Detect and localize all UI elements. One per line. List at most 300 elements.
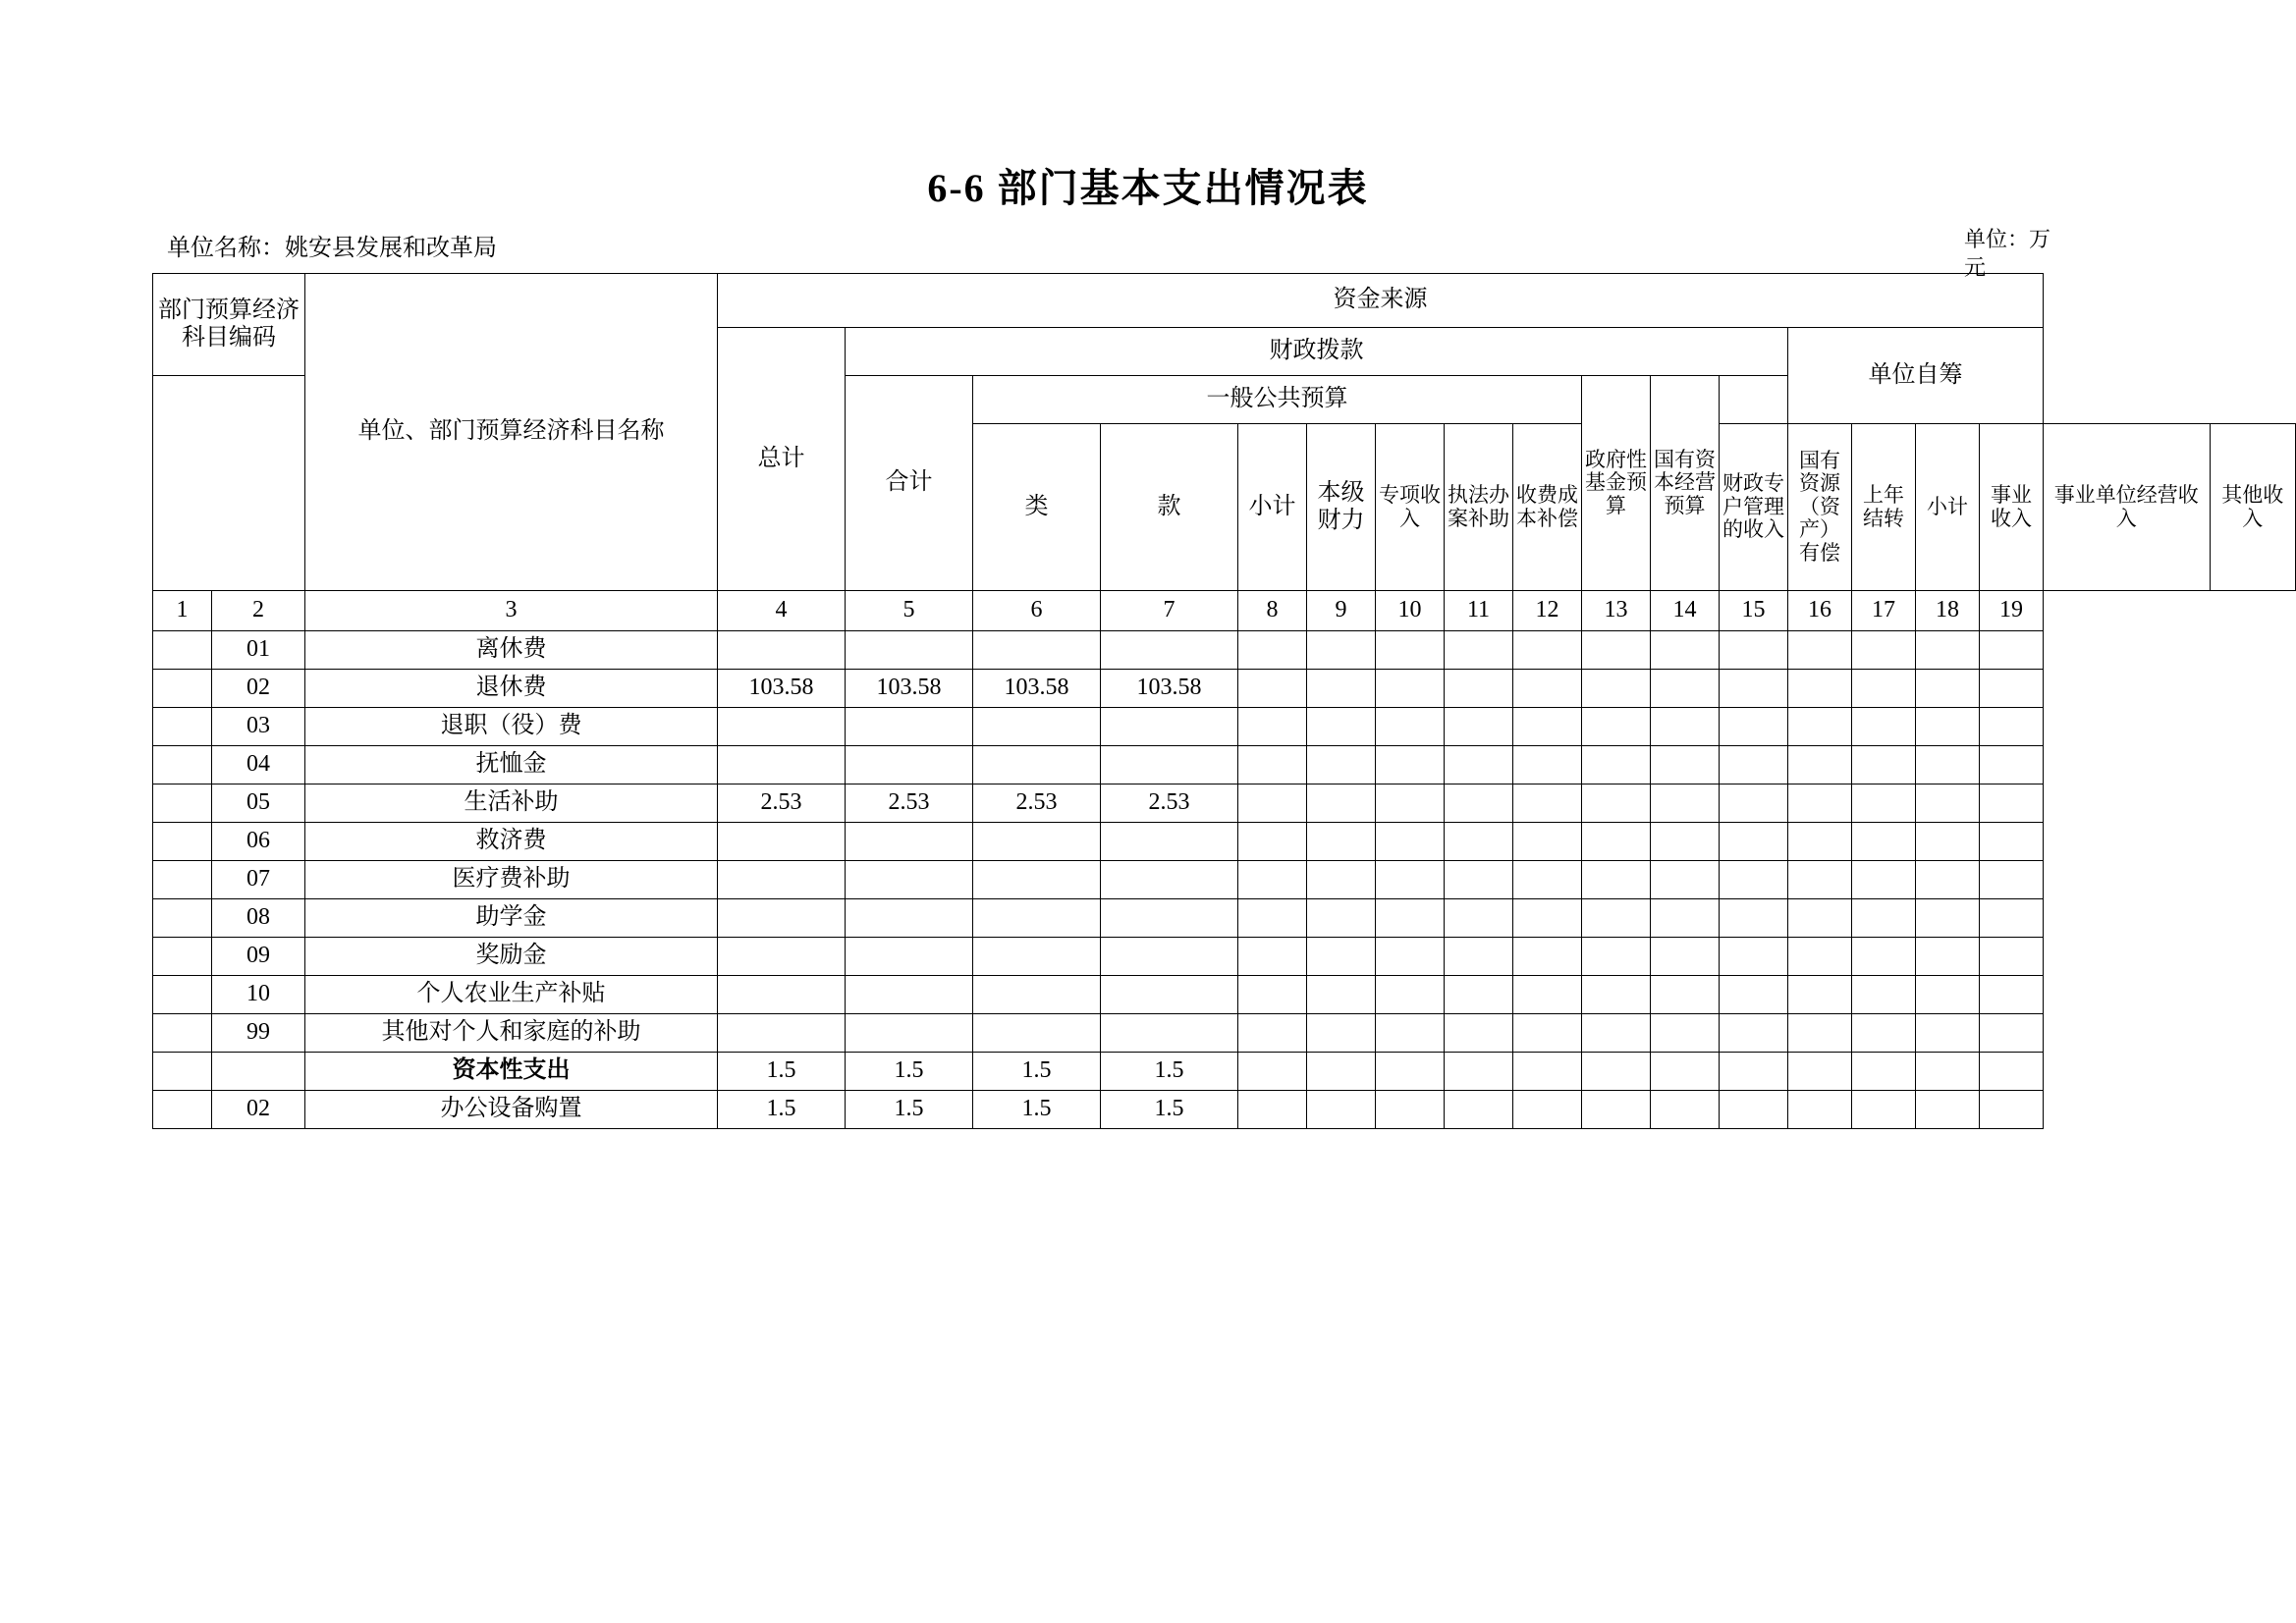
cell-c15 [1720, 784, 1788, 823]
cell-name: 办公设备购置 [305, 1091, 718, 1129]
cell-c12 [1513, 938, 1582, 976]
header-state-owned-resource-paid: 国有资源（资产）有偿 [1788, 424, 1852, 591]
cell-c19 [1980, 1053, 2044, 1091]
cell-c10 [1376, 976, 1445, 1014]
header-law-enforcement-subsidy: 执法办案补助 [1445, 424, 1513, 591]
cell-total: 1.5 [718, 1091, 846, 1129]
cell-total: 2.53 [718, 784, 846, 823]
cell-fiscal [846, 938, 973, 976]
table-row [153, 1053, 2296, 1091]
header-total: 总计 [718, 328, 846, 591]
cell-c9 [1307, 1053, 1376, 1091]
cell-c16 [1788, 938, 1852, 976]
cell-local-finance [1101, 899, 1238, 938]
cell-c18 [1916, 708, 1980, 746]
cell-c10 [1376, 1053, 1445, 1091]
cell-c11 [1445, 823, 1513, 861]
cell-c12 [1513, 1053, 1582, 1091]
cell-total [718, 899, 846, 938]
cell-c8 [1238, 670, 1307, 708]
cell-gpb-subtotal [973, 746, 1101, 784]
cell-c8 [1238, 1053, 1307, 1091]
cell-gpb-subtotal [973, 1014, 1101, 1053]
cell-fiscal [846, 746, 973, 784]
cell-name: 退休费 [305, 670, 718, 708]
cell-c17 [1852, 976, 1916, 1014]
cell-c12 [1513, 670, 1582, 708]
cell-c11 [1445, 861, 1513, 899]
cell-c14 [1651, 631, 1720, 670]
header-fee-cost-compensation: 收费成本补偿 [1513, 424, 1582, 591]
cell-local-finance [1101, 938, 1238, 976]
cell-c13 [1582, 1091, 1651, 1129]
header-fiscal-special-account-income: 财政专户管理的收入 [1720, 424, 1788, 591]
header-fiscal-appropriation: 财政拨款 [846, 328, 1788, 376]
header-code-group: 部门预算经济科目编码 [153, 274, 305, 376]
header-general-public-budget: 一般公共预算 [973, 376, 1582, 424]
cell-c10 [1376, 708, 1445, 746]
cell-c12 [1513, 823, 1582, 861]
cell-c8 [1238, 631, 1307, 670]
cell-c9 [1307, 784, 1376, 823]
cell-c16 [1788, 631, 1852, 670]
cell-section: 02 [212, 1091, 305, 1129]
table-row [153, 708, 2296, 746]
cell-c18 [1916, 746, 1980, 784]
table-row [153, 823, 2296, 861]
cell-gpb-subtotal [973, 823, 1101, 861]
cell-c15 [1720, 1014, 1788, 1053]
cell-gpb-subtotal: 103.58 [973, 670, 1101, 708]
cell-fiscal [846, 861, 973, 899]
cell-class [153, 1053, 212, 1091]
cell-name: 抚恤金 [305, 746, 718, 784]
cell-class [153, 1091, 212, 1129]
cell-c8 [1238, 976, 1307, 1014]
cell-c17 [1852, 861, 1916, 899]
header-self-subtotal: 小计 [1916, 424, 1980, 591]
cell-c10 [1376, 670, 1445, 708]
cell-c13 [1582, 746, 1651, 784]
colnum-6: 6 [973, 591, 1101, 631]
cell-c13 [1582, 976, 1651, 1014]
cell-local-finance [1101, 1014, 1238, 1053]
cell-c16 [1788, 1091, 1852, 1129]
cell-c19 [1980, 746, 2044, 784]
colnum-15: 15 [1720, 591, 1788, 631]
cell-c19 [1980, 938, 2044, 976]
cell-c9 [1307, 670, 1376, 708]
table-row [153, 746, 2296, 784]
cell-section [212, 1053, 305, 1091]
cell-class [153, 631, 212, 670]
cell-c9 [1307, 899, 1376, 938]
cell-c13 [1582, 631, 1651, 670]
cell-c15 [1720, 976, 1788, 1014]
table-row [153, 861, 2296, 899]
cell-gpb-subtotal: 1.5 [973, 1091, 1101, 1129]
cell-c14 [1651, 938, 1720, 976]
table-row [153, 899, 2296, 938]
cell-c11 [1445, 1091, 1513, 1129]
colnum-19: 19 [1980, 591, 2044, 631]
cell-c16 [1788, 823, 1852, 861]
cell-class [153, 746, 212, 784]
cell-gpb-subtotal [973, 861, 1101, 899]
cell-c11 [1445, 1014, 1513, 1053]
header-prior-year-carryover: 上年结转 [1852, 424, 1916, 591]
cell-c9 [1307, 746, 1376, 784]
cell-local-finance: 103.58 [1101, 670, 1238, 708]
colnum-9: 9 [1307, 591, 1376, 631]
cell-c14 [1651, 1091, 1720, 1129]
cell-c10 [1376, 823, 1445, 861]
colnum-10: 10 [1376, 591, 1445, 631]
cell-c13 [1582, 708, 1651, 746]
cell-c16 [1788, 1014, 1852, 1053]
cell-c13 [1582, 861, 1651, 899]
cell-c15 [1720, 899, 1788, 938]
cell-c11 [1445, 938, 1513, 976]
cell-c9 [1307, 1014, 1376, 1053]
cell-c12 [1513, 899, 1582, 938]
cell-c18 [1916, 670, 1980, 708]
cell-local-finance [1101, 976, 1238, 1014]
cell-section: 08 [212, 899, 305, 938]
table-row [153, 631, 2296, 670]
cell-c9 [1307, 823, 1376, 861]
cell-section: 04 [212, 746, 305, 784]
cell-local-finance: 1.5 [1101, 1053, 1238, 1091]
cell-total: 103.58 [718, 670, 846, 708]
cell-local-finance [1101, 861, 1238, 899]
cell-class [153, 899, 212, 938]
cell-c10 [1376, 1014, 1445, 1053]
cell-name: 退职（役）费 [305, 708, 718, 746]
cell-c15 [1720, 631, 1788, 670]
cell-c9 [1307, 1091, 1376, 1129]
cell-gpb-subtotal [973, 938, 1101, 976]
cell-total [718, 746, 846, 784]
cell-c11 [1445, 746, 1513, 784]
header-other-income: 其他收入 [2210, 424, 2296, 591]
cell-c19 [1980, 631, 2044, 670]
cell-class [153, 938, 212, 976]
cell-c18 [1916, 823, 1980, 861]
cell-c12 [1513, 631, 1582, 670]
colnum-11: 11 [1445, 591, 1513, 631]
cell-local-finance: 1.5 [1101, 1091, 1238, 1129]
cell-c8 [1238, 1091, 1307, 1129]
cell-fiscal: 1.5 [846, 1053, 973, 1091]
colnum-3: 3 [305, 591, 718, 631]
cell-c9 [1307, 708, 1376, 746]
cell-total [718, 708, 846, 746]
colnum-14: 14 [1651, 591, 1720, 631]
colnum-1: 1 [153, 591, 212, 631]
cell-total [718, 1014, 846, 1053]
cell-c9 [1307, 631, 1376, 670]
cell-c19 [1980, 784, 2044, 823]
cell-c10 [1376, 938, 1445, 976]
cell-c18 [1916, 631, 1980, 670]
cell-c11 [1445, 1053, 1513, 1091]
cell-section: 09 [212, 938, 305, 976]
cell-gpb-subtotal [973, 708, 1101, 746]
cell-class [153, 784, 212, 823]
table-row [153, 1091, 2296, 1129]
cell-c15 [1720, 1091, 1788, 1129]
cell-name: 个人农业生产补贴 [305, 976, 718, 1014]
cell-name: 生活补助 [305, 784, 718, 823]
cell-c15 [1720, 1053, 1788, 1091]
cell-c14 [1651, 899, 1720, 938]
cell-section: 10 [212, 976, 305, 1014]
cell-c19 [1980, 1014, 2044, 1053]
colnum-17: 17 [1852, 591, 1916, 631]
cell-c18 [1916, 861, 1980, 899]
cell-c19 [1980, 1091, 2044, 1129]
cell-c19 [1980, 899, 2044, 938]
cell-c19 [1980, 861, 2044, 899]
cell-class [153, 861, 212, 899]
cell-c8 [1238, 708, 1307, 746]
header-subject-name: 单位、部门预算经济科目名称 [305, 274, 718, 591]
cell-c15 [1720, 861, 1788, 899]
cell-c14 [1651, 976, 1720, 1014]
cell-name: 离休费 [305, 631, 718, 670]
cell-c10 [1376, 899, 1445, 938]
header-special-income: 专项收入 [1376, 424, 1445, 591]
cell-name: 其他对个人和家庭的补助 [305, 1014, 718, 1053]
header-funding-source: 资金来源 [718, 274, 2044, 328]
cell-c17 [1852, 784, 1916, 823]
cell-c14 [1651, 1053, 1720, 1091]
cell-section: 01 [212, 631, 305, 670]
cell-total [718, 631, 846, 670]
cell-section: 05 [212, 784, 305, 823]
cell-c13 [1582, 938, 1651, 976]
table-row [153, 976, 2296, 1014]
cell-c15 [1720, 938, 1788, 976]
header-local-finance: 本级财力 [1307, 424, 1376, 591]
colnum-5: 5 [846, 591, 973, 631]
cell-local-finance [1101, 823, 1238, 861]
cell-c13 [1582, 1014, 1651, 1053]
cell-c11 [1445, 899, 1513, 938]
header-class-section-spacer [153, 376, 305, 591]
cell-c12 [1513, 1091, 1582, 1129]
colnum-7: 7 [1101, 591, 1238, 631]
cell-c17 [1852, 1053, 1916, 1091]
table-row [153, 670, 2296, 708]
cell-c19 [1980, 976, 2044, 1014]
cell-c17 [1852, 823, 1916, 861]
table-row [153, 784, 2296, 823]
cell-c9 [1307, 938, 1376, 976]
cell-fiscal [846, 899, 973, 938]
cell-c12 [1513, 861, 1582, 899]
header-career-income: 事业收入 [1980, 424, 2044, 591]
cell-c10 [1376, 631, 1445, 670]
cell-c14 [1651, 1014, 1720, 1053]
cell-c18 [1916, 1014, 1980, 1053]
cell-section: 03 [212, 708, 305, 746]
cell-class [153, 708, 212, 746]
header-class: 类 [973, 424, 1101, 591]
cell-c10 [1376, 784, 1445, 823]
colnum-16: 16 [1788, 591, 1852, 631]
cell-c9 [1307, 976, 1376, 1014]
cell-fiscal: 103.58 [846, 670, 973, 708]
cell-c14 [1651, 746, 1720, 784]
cell-c13 [1582, 670, 1651, 708]
cell-class [153, 670, 212, 708]
cell-gpb-subtotal [973, 976, 1101, 1014]
cell-fiscal: 1.5 [846, 1091, 973, 1129]
cell-c18 [1916, 1091, 1980, 1129]
cell-total: 1.5 [718, 1053, 846, 1091]
cell-c12 [1513, 1014, 1582, 1053]
cell-class [153, 976, 212, 1014]
cell-c16 [1788, 784, 1852, 823]
cell-c8 [1238, 746, 1307, 784]
cell-c13 [1582, 823, 1651, 861]
cell-c17 [1852, 1014, 1916, 1053]
column-number-row [153, 591, 2296, 631]
cell-c11 [1445, 976, 1513, 1014]
cell-gpb-subtotal [973, 899, 1101, 938]
header-self-raised: 单位自筹 [1788, 328, 2044, 424]
cell-local-finance [1101, 708, 1238, 746]
cell-c17 [1852, 1091, 1916, 1129]
cell-c18 [1916, 938, 1980, 976]
cell-c15 [1720, 670, 1788, 708]
cell-c12 [1513, 708, 1582, 746]
table-row [153, 1014, 2296, 1053]
cell-fiscal [846, 976, 973, 1014]
cell-c8 [1238, 899, 1307, 938]
unit-name-label: 单位名称：姚安县发展和改革局 [167, 236, 497, 261]
cell-c17 [1852, 938, 1916, 976]
cell-fiscal [846, 708, 973, 746]
header-row-1 [153, 274, 2296, 328]
currency-unit-line2: 元 [1964, 254, 1987, 280]
cell-c14 [1651, 784, 1720, 823]
cell-section: 06 [212, 823, 305, 861]
cell-c11 [1445, 708, 1513, 746]
cell-section: 02 [212, 670, 305, 708]
cell-total [718, 938, 846, 976]
cell-c8 [1238, 1014, 1307, 1053]
cell-c14 [1651, 708, 1720, 746]
cell-name: 医疗费补助 [305, 861, 718, 899]
cell-c16 [1788, 670, 1852, 708]
cell-c11 [1445, 784, 1513, 823]
cell-c18 [1916, 899, 1980, 938]
header-section: 款 [1101, 424, 1238, 591]
cell-c11 [1445, 631, 1513, 670]
cell-c10 [1376, 746, 1445, 784]
cell-section: 07 [212, 861, 305, 899]
table-row [153, 938, 2296, 976]
cell-c19 [1980, 708, 2044, 746]
cell-c19 [1980, 823, 2044, 861]
cell-c8 [1238, 861, 1307, 899]
cell-c15 [1720, 823, 1788, 861]
cell-c18 [1916, 784, 1980, 823]
cell-c11 [1445, 670, 1513, 708]
cell-c15 [1720, 708, 1788, 746]
currency-unit-line1: 单位：万 [1964, 227, 2051, 251]
cell-total [718, 976, 846, 1014]
cell-c9 [1307, 861, 1376, 899]
cell-c17 [1852, 670, 1916, 708]
cell-fiscal [846, 823, 973, 861]
cell-local-finance: 2.53 [1101, 784, 1238, 823]
cell-c14 [1651, 823, 1720, 861]
cell-c17 [1852, 708, 1916, 746]
cell-c16 [1788, 861, 1852, 899]
cell-class [153, 823, 212, 861]
cell-gpb-subtotal: 2.53 [973, 784, 1101, 823]
colnum-2: 2 [212, 591, 305, 631]
colnum-18: 18 [1916, 591, 1980, 631]
cell-c15 [1720, 746, 1788, 784]
colnum-8: 8 [1238, 591, 1307, 631]
header-state-capital-budget: 国有资本经营预算 [1651, 376, 1720, 591]
cell-c17 [1852, 899, 1916, 938]
cell-c12 [1513, 976, 1582, 1014]
header-career-unit-operating-income: 事业单位经营收入 [2044, 424, 2211, 591]
cell-c13 [1582, 899, 1651, 938]
colnum-13: 13 [1582, 591, 1651, 631]
cell-c17 [1852, 631, 1916, 670]
cell-name: 救济费 [305, 823, 718, 861]
cell-c13 [1582, 1053, 1651, 1091]
cell-fiscal [846, 1014, 973, 1053]
cell-section: 99 [212, 1014, 305, 1053]
cell-c16 [1788, 746, 1852, 784]
colnum-4: 4 [718, 591, 846, 631]
cell-c16 [1788, 899, 1852, 938]
cell-fiscal [846, 631, 973, 670]
cell-c19 [1980, 670, 2044, 708]
cell-total [718, 861, 846, 899]
cell-c16 [1788, 708, 1852, 746]
header-government-fund-budget: 政府性基金预算 [1582, 376, 1651, 591]
cell-c18 [1916, 1053, 1980, 1091]
cell-c8 [1238, 938, 1307, 976]
cell-c12 [1513, 746, 1582, 784]
cell-c14 [1651, 670, 1720, 708]
cell-c10 [1376, 861, 1445, 899]
cell-c8 [1238, 823, 1307, 861]
cell-local-finance [1101, 746, 1238, 784]
cell-c10 [1376, 1091, 1445, 1129]
cell-c17 [1852, 746, 1916, 784]
cell-c14 [1651, 861, 1720, 899]
cell-class [153, 1014, 212, 1053]
cell-name: 资本性支出 [305, 1053, 718, 1091]
cell-c18 [1916, 976, 1980, 1014]
header-fiscal-subtotal: 合计 [846, 376, 973, 591]
cell-c16 [1788, 976, 1852, 1014]
cell-c8 [1238, 784, 1307, 823]
colnum-12: 12 [1513, 591, 1582, 631]
cell-name: 奖励金 [305, 938, 718, 976]
cell-name: 助学金 [305, 899, 718, 938]
